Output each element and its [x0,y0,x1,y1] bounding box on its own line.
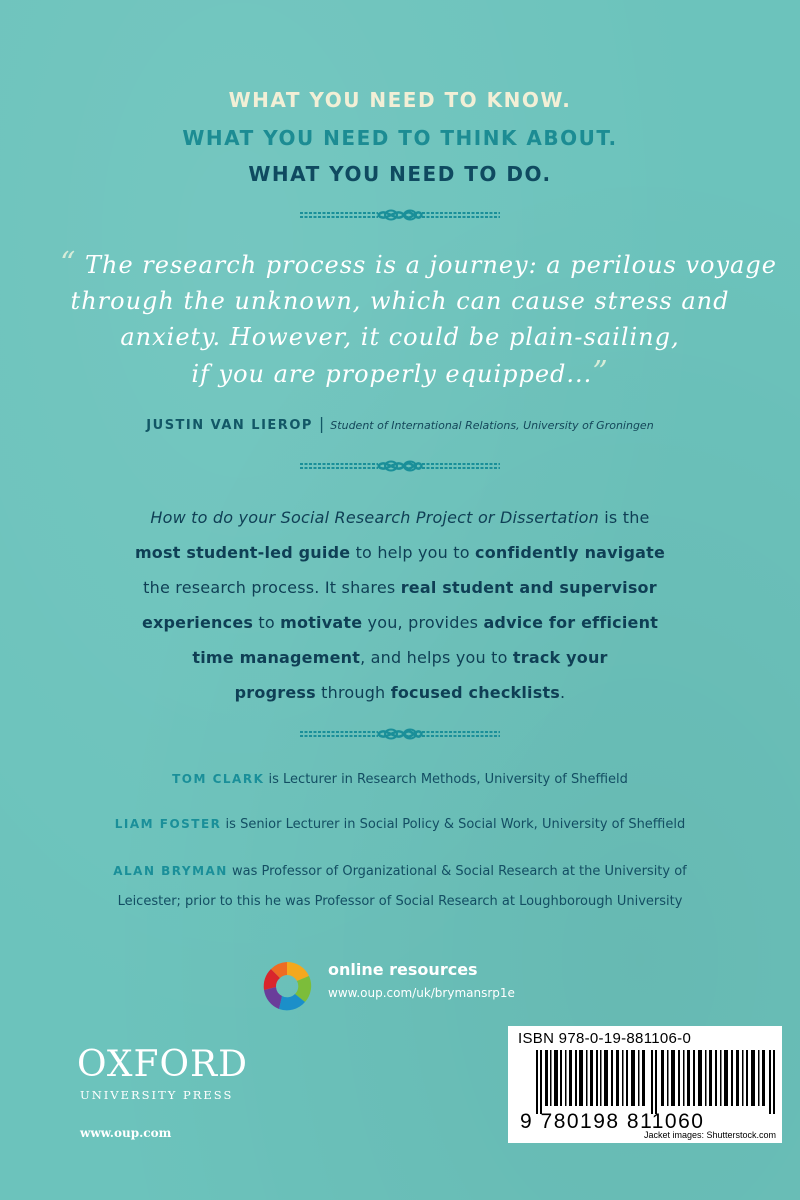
book-title-italic: How to do your Social Research Project or Dissertation [150,508,599,527]
isbn-barcode-block [508,1026,782,1143]
author-bio-alan-bryman [40,856,760,917]
description-line [60,500,740,535]
author-bio-text: is Lecturer in Research Methods, University of Sheffield [264,772,628,787]
description-line [60,640,740,675]
quote-line-text: if you are properly equipped... [191,360,593,388]
description-bold: experiences [141,613,254,632]
author-bio-text: was Professor of Organizational & Social Research at the University of [227,864,687,879]
description-bold: time management [192,648,361,667]
attribution-name: JUSTIN VAN LIEROP [146,418,313,433]
publisher-logo: OXFORD [77,1044,248,1085]
close-quote-mark: ” [592,355,609,390]
description-text: is the [598,508,650,527]
headline-know: WHAT YOU NEED TO KNOW. [228,88,572,112]
quote-line [60,246,777,283]
rope-knot-divider-icon [300,208,500,222]
description-text: , and helps you to [360,648,513,667]
description-bold: confidently navigate [475,543,666,562]
author-bio-line [40,856,760,887]
description-text: . [560,683,566,702]
description-text: to help you to [350,543,476,562]
description-line [60,605,740,640]
author-name: LIAM FOSTER [114,817,222,831]
quote-line [60,355,740,392]
author-bio-tom-clark [40,764,760,795]
quote-line: anxiety. However, it could be plain-sailing, [120,323,680,351]
book-description [60,500,740,710]
author-name: ALAN BRYMAN [113,864,228,878]
isbn-label: ISBN 978-0-19-881106-0 [518,1030,692,1047]
headline-think: WHAT YOU NEED TO THINK ABOUT. [182,126,618,150]
description-line [60,570,740,605]
quote-attribution [0,414,800,433]
rope-knot-divider-icon [300,727,500,741]
rope-knot-divider-icon [300,459,500,473]
author-bio-line [40,809,760,840]
attribution-separator: | [318,414,325,433]
description-text: through [315,683,391,702]
headline-do: WHAT YOU NEED TO DO. [248,162,552,186]
description-bold: progress [234,683,316,702]
description-line [60,675,740,710]
student-quote [60,246,777,392]
author-bio-line: Leicester; prior to this he was Professor of Social Research at Loughborough University [117,894,683,909]
description-text: the research process. It shares [143,578,401,597]
description-line [60,535,740,570]
barcode-digits: 9 780198 811060 [520,1110,705,1133]
author-bio-text: is Senior Lecturer in Social Policy & Social Work, University of Sheffield [221,817,686,832]
author-name: TOM CLARK [172,772,265,786]
description-text: to [253,613,281,632]
attribution-role: Student of International Relations, University of Groningen [330,419,654,432]
online-resources-url[interactable]: www.oup.com/uk/brymansrp1e [328,986,515,1000]
jacket-image-credit: Jacket images: Shutterstock.com [643,1130,776,1140]
publisher-press: UNIVERSITY PRESS [80,1088,234,1102]
description-bold: most student-led guide [134,543,351,562]
description-bold: motivate [280,613,363,632]
barcode-icon [536,1050,776,1114]
open-quote-mark: “ [60,246,77,281]
quote-line: through the unknown, which can cause stress and [70,287,730,315]
online-resources-ring-icon [259,958,315,1014]
publisher-url[interactable]: www.oup.com [80,1126,172,1140]
quote-line-text: The research process is a journey: a perilous voyage [84,251,777,279]
description-bold: real student and supervisor [400,578,657,597]
description-bold: advice for efficient [483,613,659,632]
author-bio-liam-foster [40,809,760,840]
author-bio-line [40,764,760,795]
description-text: you, provides [362,613,484,632]
description-bold: track your [512,648,608,667]
online-resources-title: online resources [328,960,478,979]
description-bold: focused checklists [390,683,561,702]
